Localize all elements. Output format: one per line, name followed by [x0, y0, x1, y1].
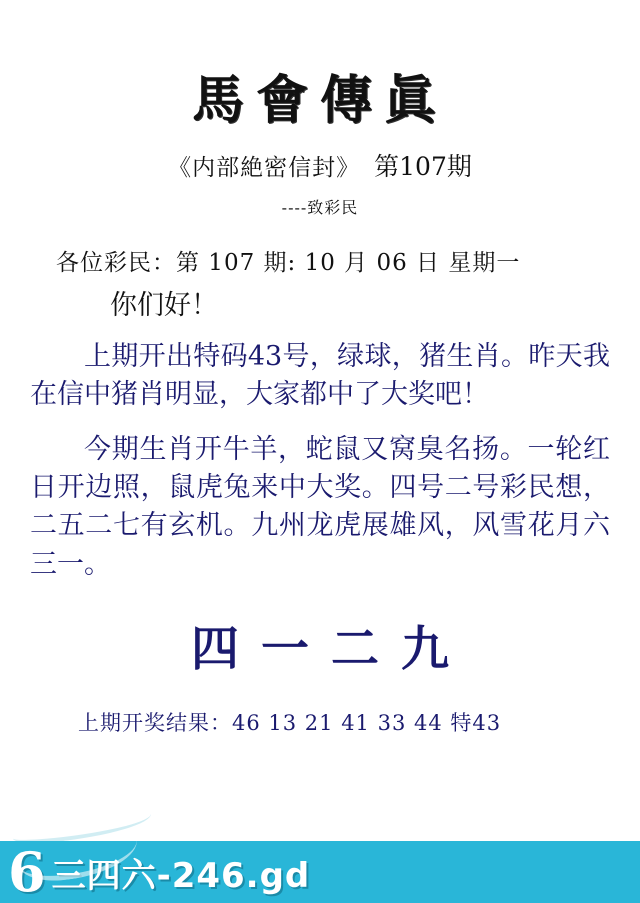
page-title: 馬會傳眞: [191, 70, 448, 131]
greeting-line-2: 你们好！: [110, 290, 218, 321]
subtitle-issue: 第107期: [374, 152, 472, 181]
previous-draw-result: 上期开奖结果：46 13 21 41 33 44 特43: [78, 710, 502, 735]
paragraph-1: 上期开出特码43号，绿球，猪生肖。昨天我在信中猪肖明显，大家都中了大奖吧！: [30, 341, 610, 411]
watermark-swoosh-icon: [12, 805, 162, 845]
document-page: [0, 58, 640, 903]
paragraph-2: 今期生肖开牛羊，蛇鼠又窝臭名扬。一轮红日开边照，鼠虎兔来中大奖。四号二号彩民想，二五二七有玄机。九州龙虎展雄风，风雪花月六三一。: [30, 433, 610, 580]
logo-number: 6: [8, 841, 46, 903]
body-content: [30, 338, 610, 584]
subtitle-envelope: 《内部絶密信封》: [168, 155, 361, 181]
dedication-text: ----致彩民: [281, 198, 359, 217]
greeting-line: 各位彩民：第 107 期: 10 月 06 日 星期一: [56, 250, 521, 276]
subtitle-line: [0, 147, 640, 183]
site-watermark-bar: [0, 841, 640, 903]
logo-text: 三四六-246.gd: [51, 855, 311, 896]
featured-numbers: 四一二九: [190, 620, 471, 677]
